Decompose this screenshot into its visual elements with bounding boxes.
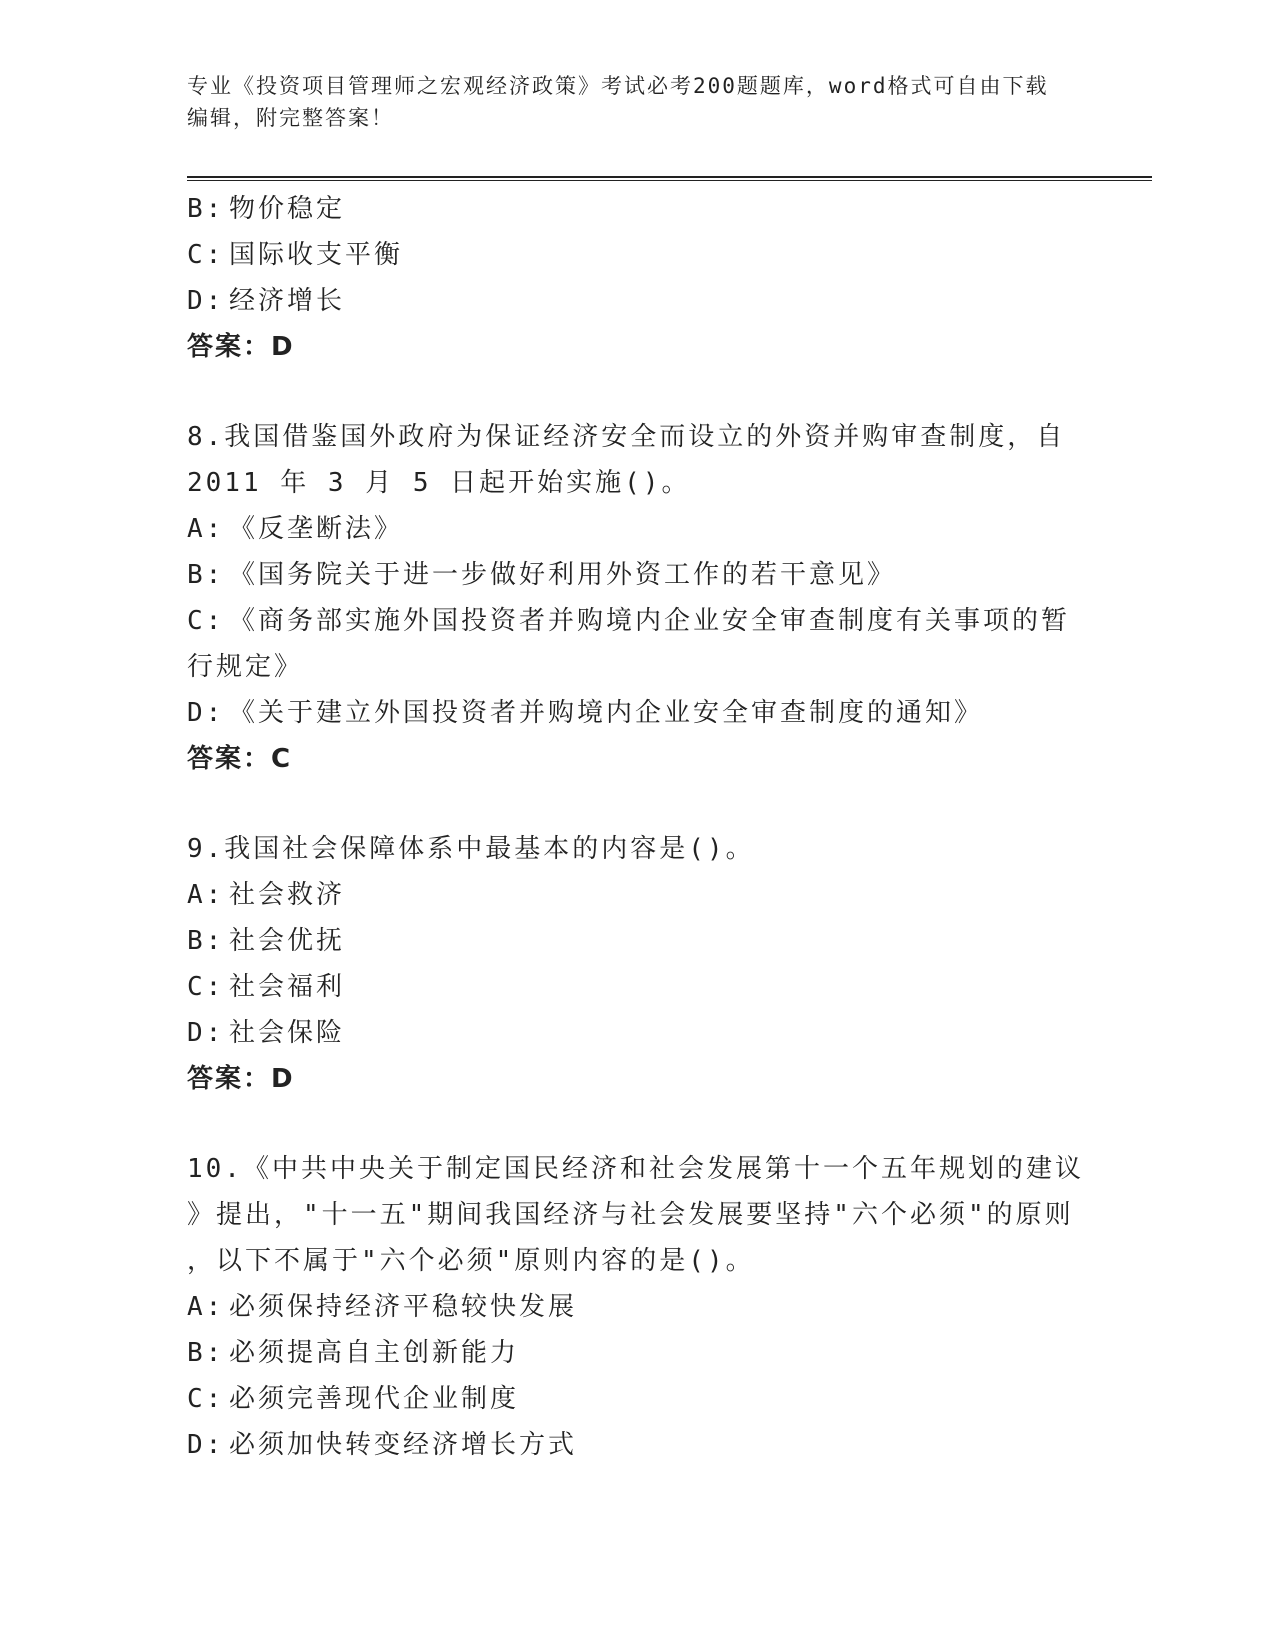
option-label: D: bbox=[187, 286, 225, 316]
option-d bbox=[187, 1422, 1087, 1468]
option-text: 《商务部实施外国投资者并购境内企业安全审查制度有关事项的暂 bbox=[229, 606, 1071, 636]
question-stem-line: 10.《中共中央关于制定国民经济和社会发展第十一个五年规划的建议 bbox=[187, 1154, 1084, 1184]
option-a bbox=[187, 1284, 1087, 1330]
option-label: A: bbox=[187, 1292, 225, 1322]
question-stem-line: 2011 年 3 月 5 日起开始实施()。 bbox=[187, 468, 691, 498]
option-c-continuation: 行规定》 bbox=[187, 652, 304, 682]
question-stem-line: 8.我国借鉴国外政府为保证经济安全而设立的外资并购审查制度，自 bbox=[187, 422, 1066, 452]
answer-line: 答案：C bbox=[187, 744, 293, 774]
option-text: 《关于建立外国投资者并购境内企业安全审查制度的通知》 bbox=[229, 698, 984, 728]
option-label: A: bbox=[187, 880, 225, 910]
option-text: 物价稳定 bbox=[229, 194, 346, 224]
option-d bbox=[187, 278, 1087, 324]
option-c bbox=[187, 1376, 1087, 1422]
option-label: B: bbox=[187, 194, 225, 224]
option-b bbox=[187, 1330, 1087, 1376]
option-text: 社会救济 bbox=[229, 880, 346, 910]
option-label: C: bbox=[187, 1384, 225, 1414]
option-text: 社会福利 bbox=[229, 972, 346, 1002]
document-header: 专业《投资项目管理师之宏观经济政策》考试必考200题题库，word格式可自由下载编辑，附完整答案！ bbox=[187, 74, 1049, 130]
option-label: D: bbox=[187, 1018, 225, 1048]
option-c bbox=[187, 598, 1087, 644]
option-label: C: bbox=[187, 606, 225, 636]
answer-line: 答案：D bbox=[187, 332, 295, 362]
question-content bbox=[187, 186, 1087, 1468]
header-divider bbox=[187, 176, 1152, 181]
option-text: 必须保持经济平稳较快发展 bbox=[229, 1292, 578, 1322]
option-text: 《国务院关于进一步做好利用外资工作的若干意见》 bbox=[229, 560, 897, 590]
option-a bbox=[187, 872, 1087, 918]
option-label: C: bbox=[187, 972, 225, 1002]
option-b bbox=[187, 186, 1087, 232]
option-label: C: bbox=[187, 240, 225, 270]
option-text: 《反垄断法》 bbox=[229, 514, 404, 544]
option-label: A: bbox=[187, 514, 225, 544]
question-stem-line: 9.我国社会保障体系中最基本的内容是()。 bbox=[187, 834, 755, 864]
option-label: D: bbox=[187, 698, 225, 728]
option-text: 社会优抚 bbox=[229, 926, 346, 956]
option-c bbox=[187, 232, 1087, 278]
option-c bbox=[187, 964, 1087, 1010]
option-a bbox=[187, 506, 1087, 552]
option-label: D: bbox=[187, 1430, 225, 1460]
question-stem-line: ，以下不属于"六个必须"原则内容的是()。 bbox=[187, 1246, 755, 1276]
option-b bbox=[187, 552, 1087, 598]
question-stem-line: 》提出，"十一五"期间我国经济与社会发展要坚持"六个必须"的原则 bbox=[187, 1200, 1074, 1230]
option-text: 社会保险 bbox=[229, 1018, 346, 1048]
option-b bbox=[187, 918, 1087, 964]
option-text: 国际收支平衡 bbox=[229, 240, 404, 270]
option-label: B: bbox=[187, 560, 225, 590]
option-d bbox=[187, 690, 1087, 736]
option-text: 经济增长 bbox=[229, 286, 346, 316]
option-text: 必须加快转变经济增长方式 bbox=[229, 1430, 578, 1460]
option-text: 必须提高自主创新能力 bbox=[229, 1338, 520, 1368]
option-label: B: bbox=[187, 1338, 225, 1368]
option-label: B: bbox=[187, 926, 225, 956]
option-text: 必须完善现代企业制度 bbox=[229, 1384, 520, 1414]
answer-line: 答案：D bbox=[187, 1064, 295, 1094]
option-d bbox=[187, 1010, 1087, 1056]
